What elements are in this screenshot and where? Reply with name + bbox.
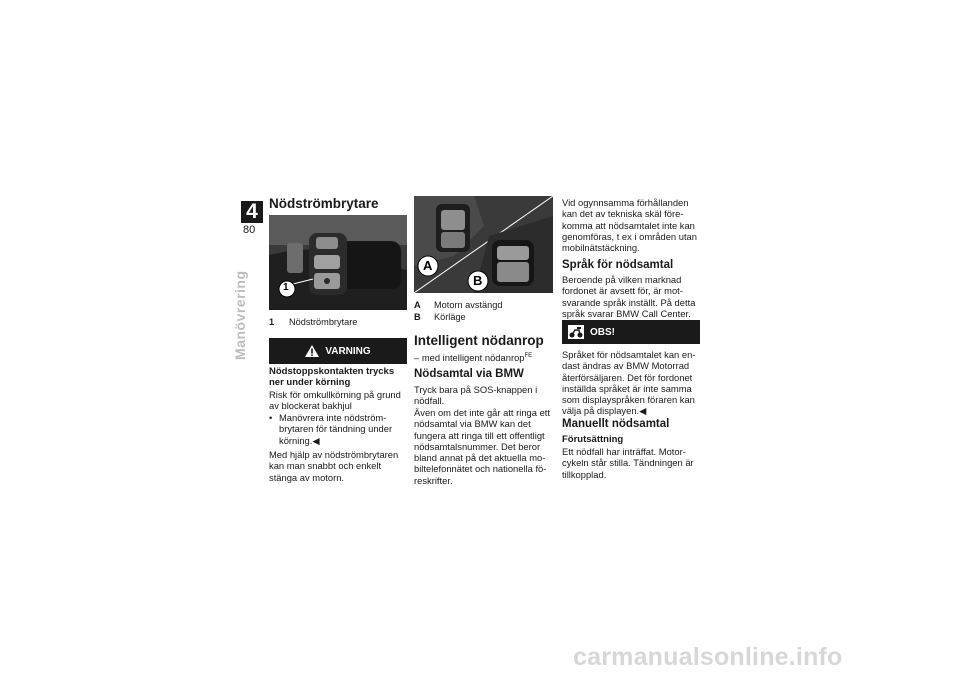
bullet-text: Manövrera inte nödströmbrytaren för tändning under körning.◀ [279,412,393,446]
warning-text: Risk för omkullkörning på grund av blockerat bakhjul [269,389,401,412]
intelligent-call-subtitle [414,351,554,363]
warning-bullet [269,412,409,446]
warning-heading: Nödstoppskontakten trycks ner under körning [269,366,395,388]
conditions-paragraph: Vid ogynnsamma förhållanden kan det av tekniska skäl förekomma att nödsamtalet inte kan genomföras, t ex i områden utan mobilnätstäckning. [562,197,697,254]
caption-text-b: Körläge [434,312,466,322]
caption-row-b [414,311,554,323]
watermark-text: carmanualsonline.info [573,643,843,671]
manual-call-subheading: Förutsättning [562,434,624,445]
section-title-emergency-switch: Nödströmbrytare [269,196,379,211]
section-title-manual-call: Manuellt nödsamtal [562,418,670,430]
caption-text-a: Motorn avstängd [434,300,503,310]
figure-callout-1: 1 [283,282,289,293]
paragraph-emergency-switch: Med hjälp av nödströmbrytaren kan man snabbt och enkelt stänga av motorn. [269,449,399,483]
manual-call-paragraph: Ett nödfall har inträffat. Motorcykeln står stilla. Tändningen är tillkopplad. [562,446,694,480]
page-number: 80 [243,224,256,236]
switch-positions-photo [414,196,553,293]
handlebar-switch-photo [269,215,407,310]
chapter-side-label: Manövrering [232,270,248,360]
caption-text: Nödströmbrytare [289,317,358,327]
handlebar-switch-illustration [269,215,407,310]
warning-label: VARNING [325,345,371,357]
motorcycle-note-icon [568,325,584,339]
caption-key-b: B [414,312,421,322]
note-label: OBS! [590,326,615,338]
callout-b: B [473,273,483,288]
subtitle-sup: FE [524,353,533,359]
subtitle-text: – med intelligent nödanrop [414,352,525,364]
note-text: Språket för nödsamtalet kan endast ändras av BMW Motorrad återförsäljaren. Det för fordonet inställda språket är inte samma som displayspråken föraren kan välja på displayen.◀ [562,349,696,417]
warning-triangle-icon [305,345,319,357]
section-title-bmw-call: Nödsamtal via BMW [414,368,524,380]
switch-positions-illustration [414,196,553,293]
bmw-call-paragraph-2: Även om det inte går att ringa ett nödsamtal via BMW kan det fungera att ringa till ett offentligt nödsamtalsnummer. Det beror bland annat på det aktuella mobiltelefonnätet och nationella föreskrifter. [414,407,551,486]
caption-key: 1 [269,317,275,327]
warning-banner [269,338,407,364]
chapter-number: 4 [241,201,263,223]
section-title-language: Språk för nödsamtal [562,259,674,271]
caption-row-a [414,299,554,311]
note-banner [562,320,700,344]
caption-row [269,316,409,328]
caption-key-a: A [414,300,421,310]
language-paragraph: Beroende på vilken marknad fordonet är avsett för, är motsvarande språk inställt. På detta språk svarar BMW Call Center. [562,274,696,319]
section-title-intelligent-call: Intelligent nödanrop [414,333,544,348]
bullet-icon: • [269,412,273,423]
bmw-call-paragraph-1: Tryck bara på SOS-knappen i nödfall. [414,384,538,407]
callout-a: A [423,258,433,273]
